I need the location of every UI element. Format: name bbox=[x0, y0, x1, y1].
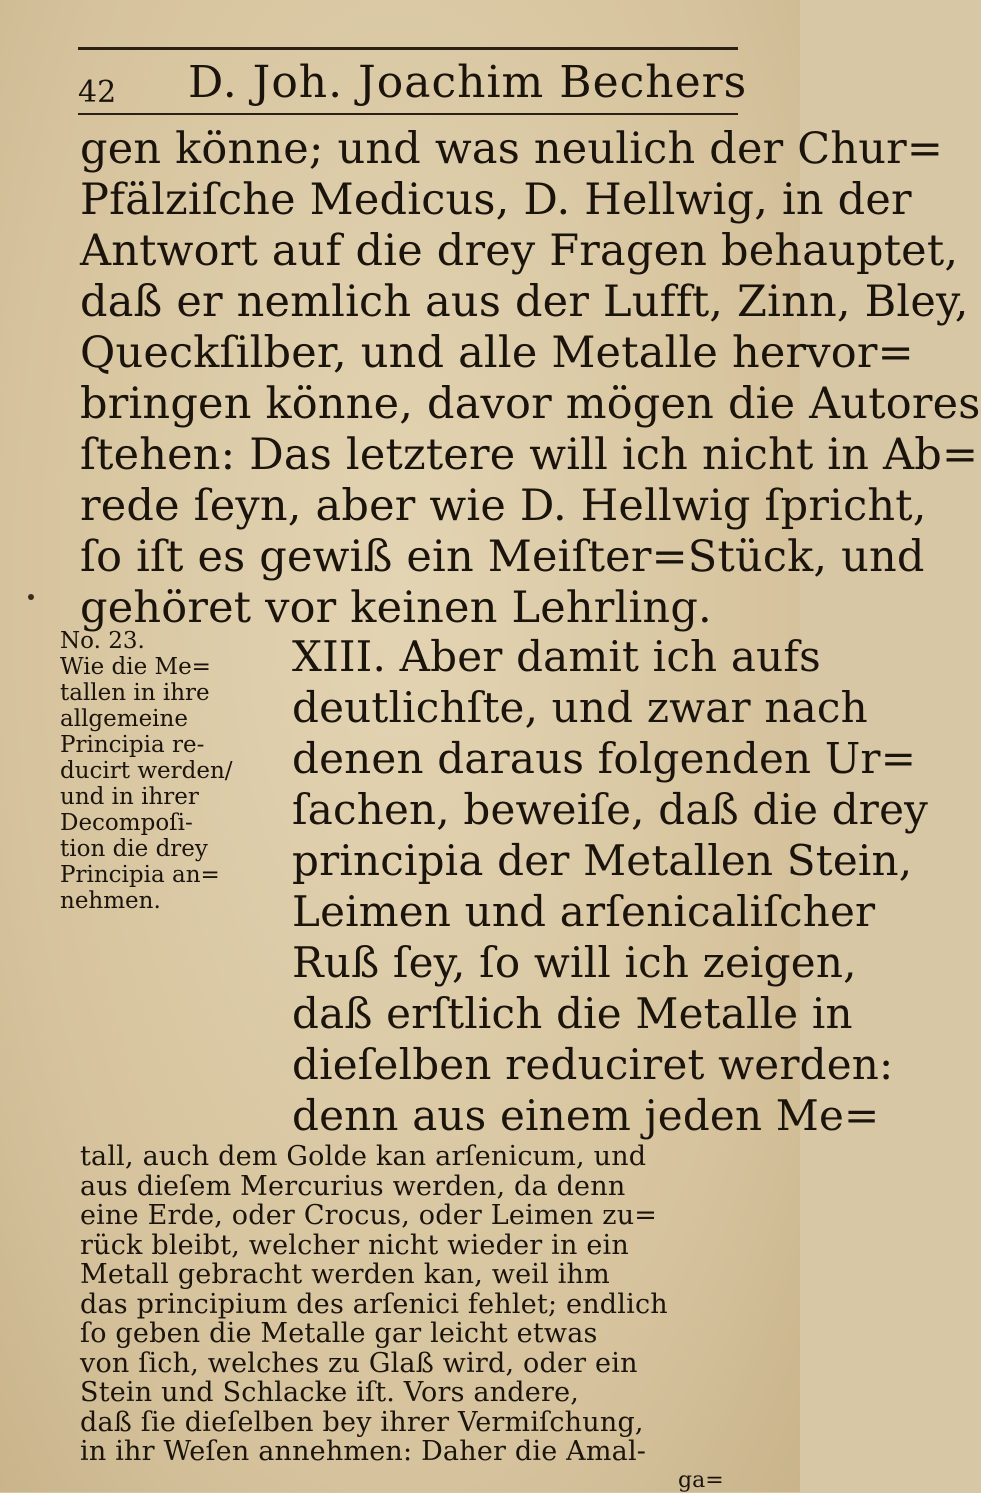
margin-note-line: Wie die Me= bbox=[60, 654, 211, 680]
body-line: gehöret vor keinen Lehrling. bbox=[80, 583, 712, 633]
section-line: Ruß ſey, ſo will ich zeigen, bbox=[292, 938, 857, 987]
section-line: principia der Metallen Stein, bbox=[292, 836, 913, 885]
ink-spot bbox=[28, 594, 34, 600]
body-line: aus dieſem Mercurius werden, da denn bbox=[80, 1170, 626, 1202]
section-line: Leimen und arſenicaliſcher bbox=[292, 887, 876, 936]
margin-note-line: und in ihrer bbox=[60, 784, 199, 810]
section-line: ſachen, beweiſe, daß die drey bbox=[292, 785, 929, 834]
section-line: denn aus einem jeden Me= bbox=[292, 1091, 880, 1140]
body-line: tall, auch dem Golde kan arſenicum, und bbox=[80, 1141, 647, 1172]
section-line: deutlichſte, und zwar nach bbox=[292, 683, 868, 732]
body-line: Metall gebracht werden kan, weil ihm bbox=[80, 1259, 610, 1290]
body-line: eine Erde, oder Crocus, oder Leimen zu= bbox=[80, 1200, 658, 1231]
margin-note-line: tion die drey bbox=[60, 836, 208, 862]
body-line: von ſich, welches zu Glaß wird, oder ein bbox=[80, 1347, 638, 1379]
page-header bbox=[70, 55, 750, 111]
section-line: XIII. Aber damit ich aufs bbox=[292, 632, 821, 681]
catchword: ga= bbox=[678, 1467, 724, 1493]
margin-note-line: ducirt werden/ bbox=[60, 758, 233, 784]
margin-note-line: allgemeine bbox=[60, 706, 188, 732]
body-line: rede ſeyn, aber wie D. Hellwig ſpricht, bbox=[80, 481, 927, 531]
section-line: daß erſtlich die Metalle in bbox=[292, 989, 853, 1038]
section-line: denen daraus folgenden Ur= bbox=[292, 734, 917, 783]
margin-note-line: Decompoſi- bbox=[60, 810, 193, 836]
body-line: rück bleibt, welcher nicht wieder in ein bbox=[80, 1229, 629, 1261]
body-line: Stein und Schlacke iſt. Vors andere, bbox=[80, 1377, 580, 1408]
margin-note-line: Principia re- bbox=[60, 732, 205, 758]
header-rule-top bbox=[78, 47, 738, 50]
body-line: bringen könne, davor mögen die Autores bbox=[80, 379, 981, 429]
margin-note bbox=[60, 628, 275, 914]
body-line: ſtehen: Das letztere will ich nicht in Ab= bbox=[80, 430, 979, 480]
page-number: 42 bbox=[78, 75, 117, 110]
margin-note-line: Principia an= bbox=[60, 862, 220, 888]
header-rule-bottom bbox=[78, 113, 738, 115]
section-line: dieſelben reduciret werden: bbox=[292, 1040, 894, 1089]
body-line: Antwort auf die drey Fragen behauptet, bbox=[80, 226, 959, 276]
body-line: daß ſie dieſelben bey ihrer Vermiſchung, bbox=[80, 1406, 644, 1438]
body-line: in ihr Weſen annehmen: Daher die Amal- bbox=[80, 1436, 647, 1467]
margin-note-line: No. 23. bbox=[60, 628, 145, 654]
body-line: Pfälziſche Medicus, D. Hellwig, in der bbox=[80, 175, 912, 225]
body-line: daß er nemlich aus der Lufft, Zinn, Bley, bbox=[80, 277, 969, 327]
body-line: das principium des arſenici fehlet; endlich bbox=[80, 1288, 668, 1320]
body-line: ſo geben die Metalle gar leicht etwas bbox=[80, 1318, 598, 1349]
margin-note-line: nehmen. bbox=[60, 888, 161, 914]
body-line: gen könne; und was neulich der Chur= bbox=[80, 124, 944, 174]
body-line: ſo iſt es gewiß ein Meiſter=Stück, und bbox=[80, 532, 925, 582]
running-head: D. Joh. Joachim Bechers bbox=[188, 57, 748, 108]
margin-note-line: tallen in ihre bbox=[60, 680, 210, 706]
body-line: Queckſilber, und alle Metalle hervor= bbox=[80, 328, 914, 378]
